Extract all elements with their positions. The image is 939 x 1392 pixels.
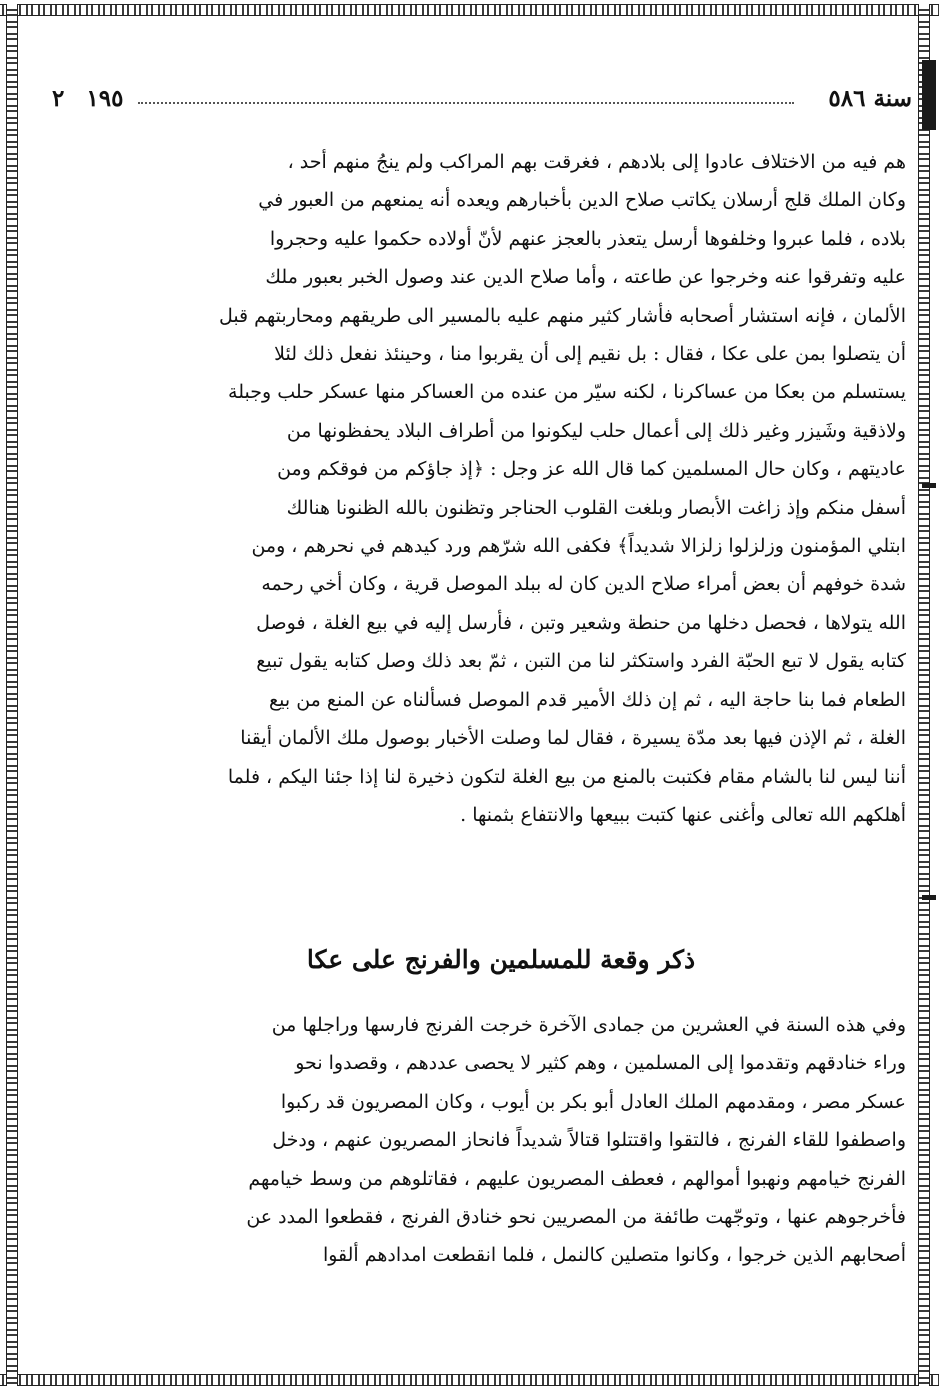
right-ornamental-border — [918, 4, 930, 1386]
top-ornamental-border — [0, 4, 939, 16]
text-line: وفي هذه السنة في العشرين من جمادى الآخرة خرجت الفرنج فارسها وراجلها من — [271, 1014, 906, 1036]
bottom-ornamental-border — [0, 1374, 939, 1386]
page-number: ١٩٥ — [86, 85, 124, 112]
text-line: عاديتهم ، وكان حال المسلمين كما قال الله عز وجل : ﴿إذ جاؤكم من فوقكم ومن — [277, 458, 906, 481]
text-line: ولاذقية وشَيزر وغير ذلك إلى أعمال حلب ليكونوا من أطراف البلاد يحفظونها من — [286, 419, 906, 442]
header-dotted-leader — [138, 102, 794, 104]
text-line: فأخرجوهم عنها ، وتوجّهت طائفة من المصريين نحو خنادق الفرنج ، فقطعوا المدد عن — [246, 1206, 906, 1229]
text-line: وكان الملك قلج أرسلان يكاتب صلاح الدين بأخبارهم ويعده أنه يمنعهم من العبور في — [258, 189, 906, 212]
left-ornamental-border — [6, 4, 18, 1386]
running-header — [52, 82, 912, 116]
text-line: ابتلي المؤمنون وزلزلوا زلزالا شديداً﴾ فكفى الله شرّهم ورد كيدهم في نحرهم ، ومن — [251, 535, 906, 558]
text-line: أصحابهم الذين خرجوا ، وكانوا متصلين كالنمل ، فلما انقطعت امدادهم ألقوا — [322, 1244, 906, 1267]
body-paragraph-2 — [96, 1006, 906, 1275]
text-line: وراء خنادقهم وتقدموا إلى المسلمين ، وهم كثير لا يحصى عددهم ، وقصدوا نحو — [295, 1052, 906, 1075]
text-line: أسفل منكم وإذ زاغت الأبصار وبلغت القلوب الحناجر وتظنون بالله الظنونا هنالك — [286, 496, 906, 519]
header-year-title: سنة ٥٨٦ — [828, 85, 912, 112]
text-line: عليه وتفرقوا عنه وخرجوا عن طاعته ، وأما صلاح الدين عند وصول الخبر بعبور ملك — [265, 266, 906, 289]
text-line: الفرنج خيامهم ونهبوا أموالهم ، فعطف المصريون عليهم ، فقاتلوهم من وسط خيامهم — [248, 1167, 906, 1190]
text-line: أهلكهم الله تعالى وأغنى عنها كتبت ببيعها والانتفاع بثمنها . — [460, 803, 906, 826]
margin-mark — [922, 895, 936, 900]
body-paragraph-1 — [96, 143, 906, 834]
text-line: الألمان ، فإنه استشار أصحابه فأشار كثير منهم عليه بالمسير الى طريقهم ومحاربتهم قبل — [218, 304, 906, 327]
text-line: أن يتصلوا بمن على عكا ، فقال : بل نقيم إلى أن يقربوا منا ، وحينئذ نفعل ذلك لئلا — [274, 343, 906, 366]
text-line: كتابه يقول لا تبع الحبّة الفرد واستكثر لنا من التبن ، ثمّ بعد ذلك وصل كتابه يقول تبيع — [256, 650, 906, 673]
section-heading: ذكر وقعة للمسلمين والفرنج على عكا — [306, 945, 696, 974]
text-line: الطعام فما بنا حاجة اليه ، ثم إن ذلك الأمير قدم الموصل فسألناه عن المنع من بيع — [269, 688, 906, 711]
text-line: أننا ليس لنا بالشام مقام فكتبت بالمنع من بيع الغلة لتكون ذخيرة لنا إذا جئنا اليكم ، فلما — [227, 765, 906, 788]
text-line: يستسلم من بعكا من عساكرنا ، لكنه سيّر من عنده من العساكر منها عسكر حلب وجبلة — [228, 381, 906, 404]
volume-number: ٢ — [52, 85, 65, 112]
text-line: شدة خوفهم أن بعض أمراء صلاح الدين كان له ببلد الموصل قرية ، وكان أخي رحمه — [261, 573, 906, 596]
text-line: بلاده ، فلما عبروا وخلفوها أرسل يتعذر بالعجز عنهم لأنّ أولاده حكموا عليه وحجروا — [269, 227, 906, 250]
text-line: الغلة ، ثم الإذن فيها بعد مدّة يسيرة ، فقال لما وصلت الأخبار بوصول ملك الألمان أيقنا — [240, 727, 906, 750]
text-line: هم فيه من الاختلاف عادوا إلى بلادهم ، فغرقت بهم المراكب ولم ينجُ منهم أحد ، — [287, 151, 906, 173]
header-page-info — [52, 82, 145, 116]
text-line: عسكر مصر ، ومقدمهم الملك العادل أبو بكر بن أيوب ، وكان المصريون قد ركبوا — [280, 1090, 906, 1113]
text-line: واصطفوا للقاء الفرنج ، فالتقوا واقتتلوا قتالاً شديداً فانحاز المصريون عنهم ، ودخل — [272, 1129, 906, 1152]
text-line: الله يتولاها ، فحصل دخلها من حنطة وشعير وتبن ، فأرسل إليه في بيع الغلة ، فوصل — [256, 611, 906, 634]
scan-edge-shadow — [922, 60, 936, 130]
margin-mark — [922, 483, 936, 488]
